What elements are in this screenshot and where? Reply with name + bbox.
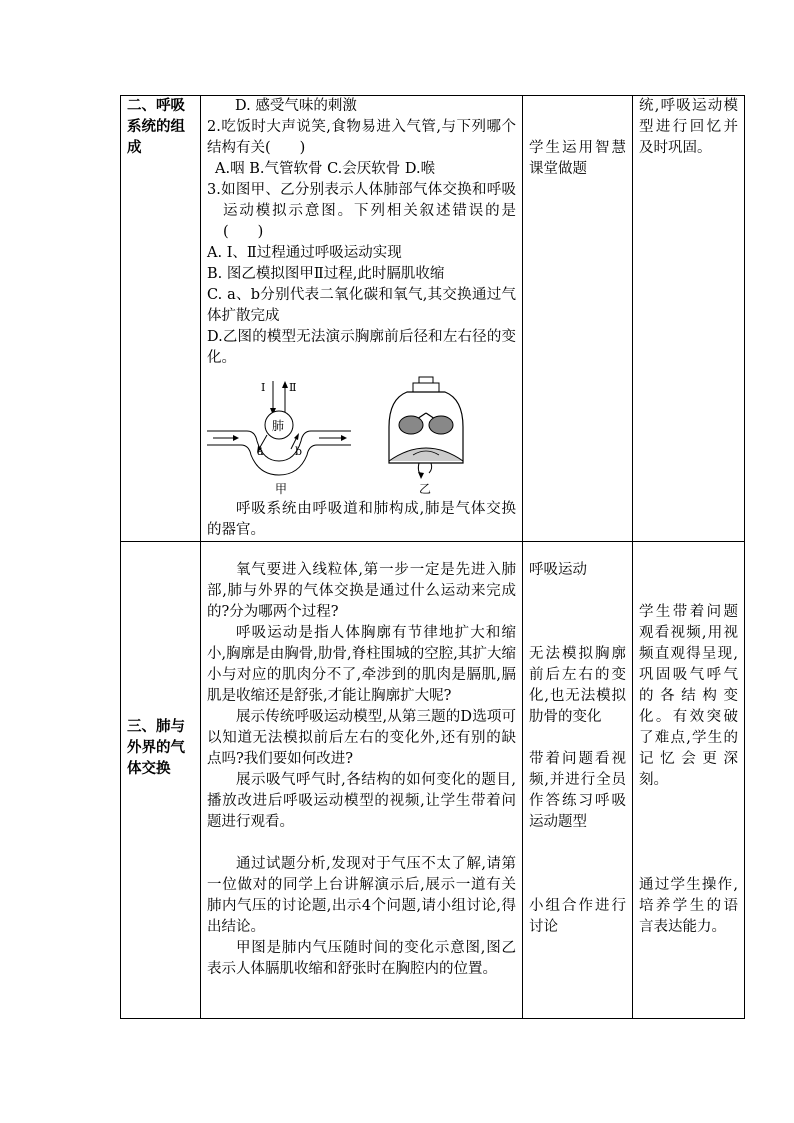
student-activity-cell xyxy=(523,542,633,1019)
label-lung: 肺 xyxy=(272,419,285,433)
content-cell xyxy=(201,542,523,1019)
paragraph-2: 呼吸运动是指人体胸廓有节律地扩大和缩小,胸廓是由胸骨,肋骨,脊柱围城的空腔,其扩大缩小与对应的肌肉分不了,牵涉到的肌肉是膈肌,膈肌是收缩还是舒张,才能让胸廓扩大呢? xyxy=(207,625,516,704)
table-row xyxy=(121,96,745,542)
respiration-diagram xyxy=(207,375,517,495)
question-3-figures xyxy=(207,375,516,495)
question-2: 2.吃饭时大声说笑,食物易进入气管,与下列哪个结构有关( ) xyxy=(207,119,516,156)
question-3-option-c: C. a、b分别代表二氧化碳和氧气,其交换通过气体扩散完成 xyxy=(207,287,516,324)
label-I: Ⅰ xyxy=(261,381,266,394)
paragraph-5: 通过试题分析,发现对于气压不太了解,请第一位做对的同学上台讲解演示后,展示一道有关肺内气压的讨论题,出示4个问题,请小组讨论,得出结论。 xyxy=(207,856,516,935)
lesson-table xyxy=(120,95,745,1019)
label-b: b xyxy=(295,445,303,458)
section-title: 三、肺与外界的气体交换 xyxy=(127,719,185,777)
student-activity-3: 带着问题看视频,并进行全员作答练习呼吸运动题型 xyxy=(529,751,626,830)
content-cell xyxy=(201,96,523,542)
design-intent-cell xyxy=(633,96,745,542)
table-row xyxy=(121,542,745,1019)
label-a: a xyxy=(257,445,264,458)
question-3: 3.如图甲、乙分别表示人体肺部气体交换和呼吸运动模拟示意图。下列相关叙述错误的是( ) xyxy=(207,182,516,240)
section-title: 二、呼吸系统的组成 xyxy=(127,98,185,156)
design-intent-1: 学生带着问题观看视频,用视频直观得呈现,巩固吸气呼气的各结构变化。有效突破了难点,学生的记忆会更深刻。 xyxy=(639,604,738,788)
paragraph-1: 氧气要进入线粒体,第一步一定是先进入肺部,肺与外界的气体交换是通过什么运动来完成的?分为哪两个过程? xyxy=(207,562,516,620)
figure-jia xyxy=(207,381,351,495)
design-intent-text: 统,呼吸运动模型进行回忆并及时巩固。 xyxy=(639,98,738,156)
summary-text: 呼吸系统由呼吸道和肺构成,肺是气体交换的器官。 xyxy=(207,501,516,538)
student-activity-2: 无法模拟胸廓前后左右的变化,也无法模拟肋骨的变化 xyxy=(529,646,626,725)
paragraph-3: 展示传统呼吸运动模型,从第三题的D选项可以知道无法模拟前后左右的变化外,还有别的缺点吗?我们要如何改进? xyxy=(207,709,516,767)
figure-yi xyxy=(389,377,463,495)
student-activity-text: 学生运用智慧课堂做题 xyxy=(529,140,626,177)
label-yi: 乙 xyxy=(419,482,432,495)
option-d-line: D. 感受气味的刺激 xyxy=(235,98,357,114)
design-intent-2: 通过学生操作,培养学生的语言表达能力。 xyxy=(639,877,738,935)
question-3-option-d: D.乙图的模型无法演示胸廓前后径和左右径的变化。 xyxy=(207,329,516,366)
student-activity-4: 小组合作进行讨论 xyxy=(529,898,626,935)
section-cell xyxy=(121,96,201,542)
paragraph-4: 展示吸气呼气时,各结构的如何变化的题目,播放改进后呼吸运动模型的视频,让学生带着问题进行观看。 xyxy=(207,772,516,830)
design-intent-cell xyxy=(633,542,745,1019)
question-3-option-a: A. Ⅰ、Ⅱ过程通过呼吸运动实现 xyxy=(207,245,402,261)
student-activity-1: 呼吸运动 xyxy=(529,562,587,578)
label-jia: 甲 xyxy=(275,482,288,495)
paragraph-6: 甲图是肺内气压随时间的变化示意图,图乙表示人体膈肌收缩和舒张时在胸腔内的位置。 xyxy=(207,940,516,977)
student-activity-cell xyxy=(523,96,633,542)
label-II: Ⅱ xyxy=(289,381,297,394)
question-3-option-b: B. 图乙模拟图甲Ⅱ过程,此时膈肌收缩 xyxy=(207,266,445,282)
section-cell xyxy=(121,542,201,1019)
question-2-options: A.咽 B.气管软骨 C.会厌软骨 D.喉 xyxy=(215,161,436,177)
